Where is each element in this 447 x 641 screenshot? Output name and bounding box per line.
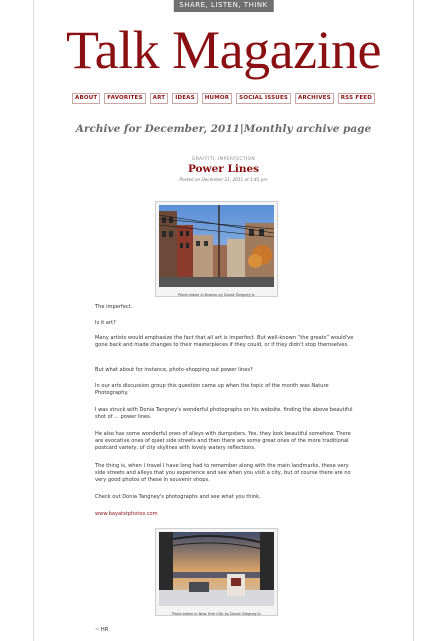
- post-body: [95, 304, 355, 311]
- post-body-part: [95, 383, 355, 397]
- photo-figure-1: [155, 201, 278, 297]
- paragraph: I was struck with Donia Tangney's wonderful photographs on his website, finding the above beautiful shot of ... power lines.: [95, 407, 353, 420]
- paragraph: In our arts discussion group this question came up when the topic of the month was Nature Photography.: [95, 383, 329, 396]
- nav-item-humor[interactable]: HUMOR: [202, 93, 232, 104]
- nav-item-favorites[interactable]: FAVORITES: [104, 93, 145, 104]
- post-body-part: [95, 494, 355, 501]
- post-categories[interactable]: GRAFFITI, IMPERFECTION: [191, 157, 255, 162]
- paragraph: Many artists would emphasize the fact that all art is imperfect. But well-known “the greats” would've gone back and made changes to their masterpieces if they could, or if they didn't stop themselves.: [95, 335, 354, 348]
- photo-figure-2: [155, 528, 278, 616]
- post-signature: ~ HR: [95, 627, 109, 633]
- bridge-photo-image[interactable]: [159, 532, 274, 606]
- nav-item-social-issues[interactable]: SOCIAL ISSUES: [236, 93, 291, 104]
- paragraph: Is it art?: [95, 320, 116, 326]
- street-photo-image[interactable]: [159, 205, 274, 287]
- site-title[interactable]: Talk Magazine: [65, 20, 382, 80]
- paragraph: Check out Donia Tangney's photographs and see what you think.: [95, 494, 261, 500]
- post-body-part: [95, 463, 355, 483]
- post-body-part: [95, 335, 355, 349]
- post-body-part: [95, 431, 355, 451]
- nav-item-art[interactable]: ART: [150, 93, 169, 104]
- nav-item-ideas[interactable]: IDEAS: [172, 93, 198, 104]
- paragraph: The thing is, when I travel I have long had to remember along with the main landmarks, these very side streets and alleys that you experience and see when you visit a city, but of course there are no very good photos of these in souvenir shops.: [95, 463, 351, 483]
- photographer-website-link[interactable]: www.bayatstphotos.com: [95, 511, 158, 517]
- nav-item-about[interactable]: ABOUT: [72, 93, 100, 104]
- nav-item-archives[interactable]: ARCHIVES: [295, 93, 334, 104]
- post-body-part: [95, 511, 355, 518]
- photo-caption: Photo taken in Boston by Donia Tangney Jr.: [177, 293, 256, 297]
- site-tagline: SHARE, LISTEN, THINK: [173, 0, 273, 12]
- paragraph: He also has some wonderful ones of alleys with dumpsters. Yes, they look beautiful somehow. There are evocative ones of quiet side streets and then there are some great ones of the more traditional postcard variety, of city skylines with lovely watery reflections.: [95, 431, 351, 451]
- post-title[interactable]: Power Lines: [187, 163, 260, 175]
- post-meta: Posted on December 21, 2011 at 1:43 pm: [179, 177, 268, 182]
- post-signature-wrap: [95, 627, 355, 634]
- post-body-part: [95, 407, 355, 421]
- paragraph: But what about for instance, photo-shopping out power lines?: [95, 367, 253, 373]
- paragraph: The imperfect.: [95, 304, 133, 310]
- nav-item-rss-feed[interactable]: RSS FEED: [338, 93, 375, 104]
- post-body-part: [95, 320, 355, 327]
- photo-caption: Photo taken in New York City by Donia Tangney Jr.: [171, 612, 262, 616]
- post-body-part: [95, 367, 355, 374]
- main-nav: [0, 93, 447, 104]
- archive-title: Archive for December, 2011|Monthly archive page: [75, 123, 372, 135]
